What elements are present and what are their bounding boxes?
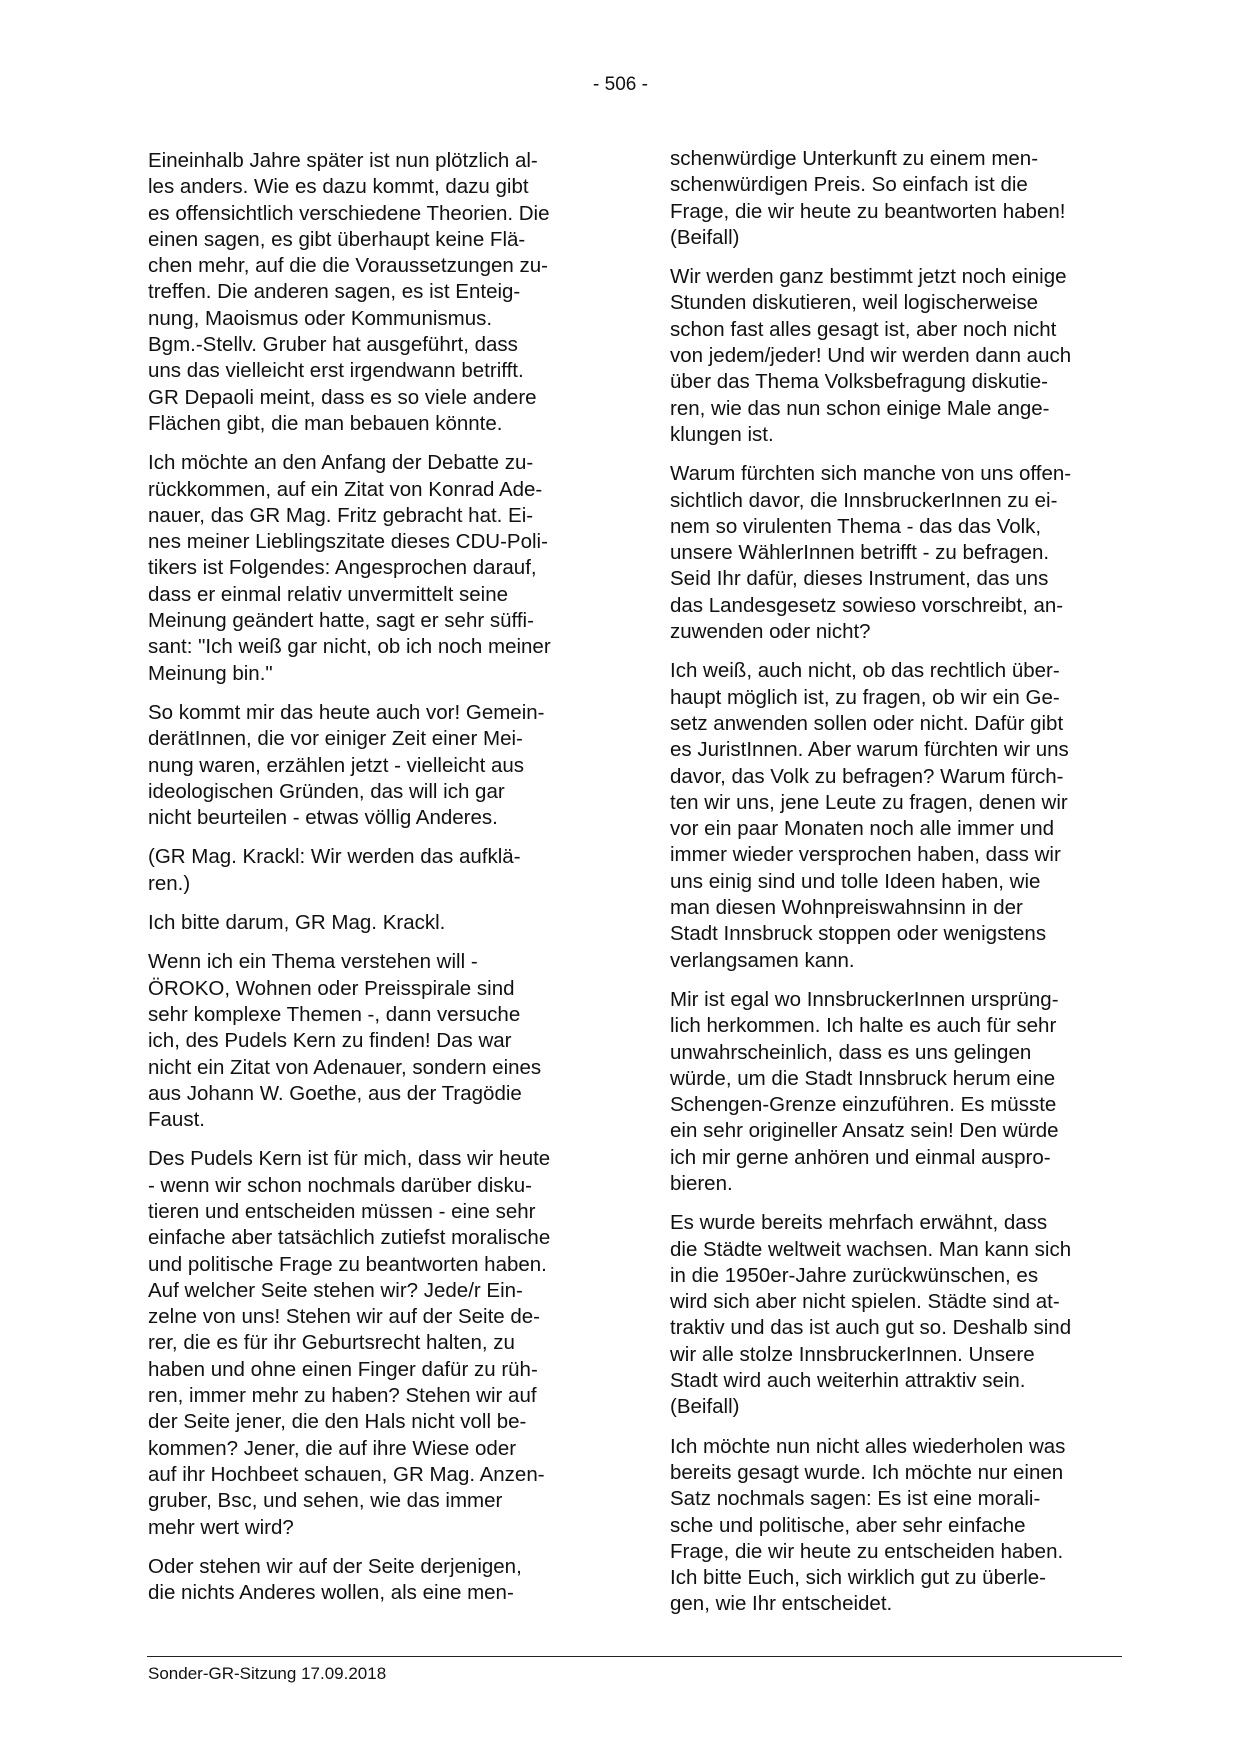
- page-number: - 506 -: [593, 74, 648, 95]
- paragraph: Ich weiß, auch nicht, ob das rechtlich über- haupt möglich ist, zu fragen, ob wir ein Ge- setz anwenden sollen oder nicht. Dafür gibt es JuristInnen. Aber warum fürchten wir uns davor, das Volk zu befragen? Warum fürch- ten wir uns, jene Leute zu fragen, denen wir vor ein paar Monaten noch alle immer und immer wieder versprochen haben, dass wir uns einig sind und tolle Ideen haben, wie man diesen Wohnpreiswahnsinn in der Stadt Innsbruck stoppen oder wenigstens verlangsamen kann.: [670, 659, 1069, 972]
- paragraph: Wenn ich ein Thema verstehen will - ÖROKO, Wohnen oder Preisspirale sind sehr komplexe Themen -, dann versuche ich, des Pudels Kern zu finden! Das war nicht ein Zitat von Adenauer, sondern eines aus Johann W. Goethe, aus der Tragödie Faust.: [148, 950, 542, 1132]
- paragraph: So kommt mir das heute auch vor! Gemein- derätInnen, die vor einiger Zeit einer Mei- nung waren, erzählen jetzt - vielleicht aus ideologischen Gründen, das will ich gar nicht beurteilen - etwas völlig Anderes.: [148, 700, 545, 830]
- left-column: [148, 148, 596, 1619]
- paragraph: Ich möchte nun nicht alles wiederholen was bereits gesagt wurde. Ich möchte nur einen Satz nochmals sagen: Es ist eine morali- sche und politische, aber sehr einfache Frage, die wir heute zu entscheiden haben. Ich bitte Euch, sich wirklich gut zu überle- gen, wie Ihr entscheidet.: [670, 1434, 1066, 1616]
- paragraph: Eineinhalb Jahre später ist nun plötzlich al- les anders. Wie es dazu kommt, dazu gibt es offensichtlich verschiedene Theorien. Die einen sagen, es gibt überhaupt keine Flä- chen mehr, auf die die Voraussetzungen zu- treffen. Die anderen sagen, es ist Enteig- nung, Maoismus oder Kommunismus. Bgm.-Stellv. Gruber hat ausgeführt, dass uns das vielleicht erst irgendwann betrifft. GR Depaoli meint, dass es so viele andere Flächen gibt, die man bebauen könnte.: [148, 149, 550, 435]
- paragraph: Ich möchte an den Anfang der Debatte zu- rückkommen, auf ein Zitat von Konrad Ade- nauer, das GR Mag. Fritz gebracht hat. Ei- nes meiner Lieblingszitate dieses CDU-Poli- tikers ist Folgendes: Angesprochen darauf, dass er einmal relativ unvermittelt seine Meinung geändert hatte, sagt er sehr süffi- sant: "Ich weiß gar nicht, ob ich noch meiner Meinung bin.": [148, 451, 551, 685]
- paragraph: Wir werden ganz bestimmt jetzt noch einige Stunden diskutieren, weil logischerweise schon fast alles gesagt ist, aber noch nicht von jedem/jeder! Und wir werden dann auch über das Thema Volksbefragung diskutie- ren, wie das nun schon einige Male ange- klungen ist.: [670, 265, 1072, 446]
- footer-text: Sonder-GR-Sitzung 17.09.2018: [148, 1664, 387, 1683]
- paragraph: Des Pudels Kern ist für mich, dass wir heute - wenn wir schon nochmals darüber disku- tieren und entscheiden müssen - eine sehr einfache aber tatsächlich zutiefst moralische und politische Frage zu beantworten haben. Auf welcher Seite stehen wir? Jede/r Ein- zelne von uns! Stehen wir auf der Seite de- rer, die es für ihr Geburtsrecht halten, zu haben und ohne einen Finger dafür zu rüh- ren, immer mehr zu haben? Stehen wir auf der Seite jener, die den Hals nicht voll be- kommen? Jener, die auf ihre Wiese oder auf ihr Hochbeet schauen, GR Mag. Anzen- gruber, Bsc, und sehen, wie das immer mehr wert wird?: [148, 1147, 551, 1539]
- paragraph: Es wurde bereits mehrfach erwähnt, dass die Städte weltweit wachsen. Man kann sich in die 1950er-Jahre zurückwünschen, es wird sich aber nicht spielen. Städte sind at- traktiv und das ist auch gut so. Deshalb sind wir alle stolze InnsbruckerInnen. Unsere Stadt wird auch weiterhin attraktiv sein. (Beifall): [670, 1211, 1072, 1419]
- paragraph: Mir ist egal wo InnsbruckerInnen ursprüng- lich herkommen. Ich halte es auch für sehr unwahrscheinlich, dass es uns gelingen würde, um die Stadt Innsbruck herum eine Schengen-Grenze einzuführen. Es müsste ein sehr origineller Ansatz sein! Den würde ich mir gerne anhören und einmal auspro- bieren.: [670, 987, 1059, 1195]
- right-column: [670, 146, 1118, 1631]
- footer-divider: [147, 1656, 1122, 1657]
- paragraph: Oder stehen wir auf der Seite derjenigen, die nichts Anderes wollen, als eine men-: [148, 1554, 522, 1605]
- paragraph: Ich bitte darum, GR Mag. Krackl.: [148, 911, 446, 935]
- paragraph: schenwürdige Unterkunft zu einem men- schenwürdigen Preis. So einfach ist die Frage, die wir heute zu beantworten haben! (Beifall): [670, 147, 1066, 249]
- paragraph: Warum fürchten sich manche von uns offen- sichtlich davor, die InnsbruckerInnen zu ei- nem so virulenten Thema - das das Volk, unsere WählerInnen betrifft - zu befragen. Seid Ihr dafür, dieses Instrument, das uns das Landesgesetz sowieso vorschreibt, an- zuwenden oder nicht?: [670, 462, 1072, 644]
- paragraph: (GR Mag. Krackl: Wir werden das aufklä- ren.): [148, 845, 521, 895]
